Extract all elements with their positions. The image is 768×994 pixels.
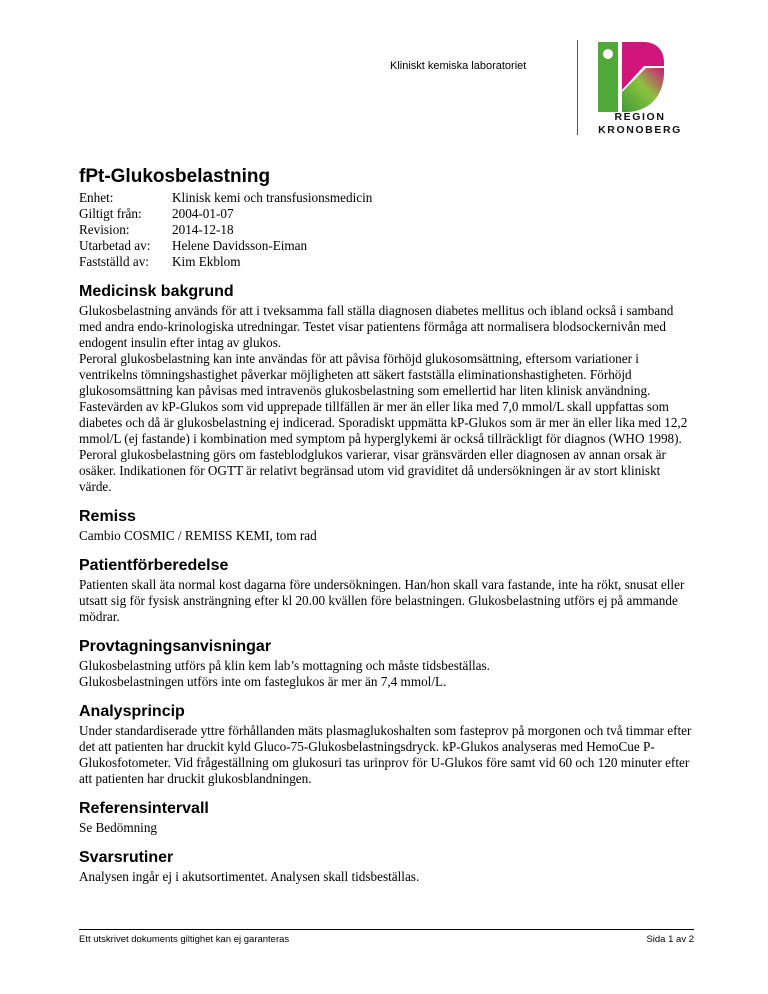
document-body <box>79 166 694 885</box>
meta-label: Revision: <box>79 222 130 237</box>
logo-text-kronoberg: KRONOBERG <box>598 123 682 136</box>
section-paragraph: Peroral glukosbelastning görs om fasteblodglukos varierar, visar gränsvärden eller diagnosen av annan orsak är osäker. Indikationen för OGTT är relativt begränsad utom vid graviditet då undersökningen är av stort kliniskt värde. <box>79 447 666 494</box>
meta-value: 2014-12-18 <box>172 222 234 237</box>
section-heading-referensintervall: Referensintervall <box>79 800 209 817</box>
document-meta <box>79 190 694 270</box>
section-paragraph: Glukosbelastningen utförs inte om fasteglukos är mer än 7,4 mmol/L. <box>79 674 447 689</box>
meta-value: Klinisk kemi och transfusionsmedicin <box>172 190 373 205</box>
section-paragraph: Glukosbelastning används för att i tveksamma fall ställa diagnosen diabetes mellitus och ibland också i samband med andra endo-krinologiska utredningar. Testet visar patientens förmåga att normalisera blodsockernivån med endogent insulin efter intag av glukos. <box>79 303 674 350</box>
section-heading-provtagningsanvisningar: Provtagningsanvisningar <box>79 638 272 655</box>
section-paragraph: Peroral glukosbelastning kan inte användas för att påvisa förhöjd glukosomsättning, eftersom variationer i ventrikelns tömningshastighet påverkar möjligheten att säkert fastställa eliminationshastigheten. Förhöjd glukosomsättning kan påvisas med intravenös glukosbelastning som emellertid har liten klinisk användning. <box>79 351 651 398</box>
section-paragraph: Analysen ingår ej i akutsortimentet. Analysen skall tidsbeställas. <box>79 869 420 884</box>
section-heading-analysprincip: Analysprincip <box>79 703 185 720</box>
meta-value: 2004-01-07 <box>172 206 234 221</box>
header-divider <box>577 40 578 135</box>
section-heading-remiss: Remiss <box>79 508 136 525</box>
logo-text <box>590 111 690 136</box>
meta-row <box>79 254 694 270</box>
meta-label: Utarbetad av: <box>79 238 151 253</box>
section-paragraph: Patienten skall äta normal kost dagarna före undersökningen. Han/hon skall vara fastande, inte ha rökt, snusat eller utsatt sig för fysisk ansträngning efter kl 20.00 kvällen före belastningen. Glukosbelastning utförs ej på ammande mödrar. <box>79 577 685 624</box>
section-heading-patientforberedelse: Patientförberedelse <box>79 557 229 574</box>
meta-label: Enhet: <box>79 190 114 205</box>
meta-row <box>79 206 694 222</box>
section-paragraph: Se Bedömning <box>79 820 158 835</box>
region-kronoberg-logo <box>596 42 666 112</box>
meta-label: Giltigt från: <box>79 206 142 221</box>
meta-row <box>79 190 694 206</box>
section-paragraph: Cambio COSMIC / REMISS KEMI, tom rad <box>79 528 317 543</box>
footer-disclaimer: Ett utskrivet dokuments giltighet kan ej garanteras <box>79 934 290 945</box>
footer-divider <box>79 929 694 930</box>
meta-label: Fastställd av: <box>79 254 149 269</box>
section-heading-svarsrutiner: Svarsrutiner <box>79 849 174 866</box>
logo-text-region: REGION <box>614 111 666 123</box>
meta-row <box>79 222 694 238</box>
document-title: fPt-Glukosbelastning <box>79 166 271 187</box>
meta-value: Kim Ekblom <box>172 254 241 269</box>
page-number: Sida 1 av 2 <box>646 934 694 945</box>
section-paragraph: Under standardiserade yttre förhållanden mäts plasmaglukoshalten som fasteprov på morgonen och två timmar efter det att patienten har druckit kyld Gluco-75-Glukosbelastningsdryck. kP-Glukos analyseras med HemoCue P-Glukosfotometer. Vid frågeställning om glukosuri tas urinprov för U-Glukos före samt vid 60 och 120 minuter efter att patienten har druckit glukosblandningen. <box>79 723 692 786</box>
meta-value: Helene Davidsson-Eiman <box>172 238 308 253</box>
section-heading-medicinsk-bakgrund: Medicinsk bakgrund <box>79 283 234 300</box>
meta-row <box>79 238 694 254</box>
lab-name: Kliniskt kemiska laboratoriet <box>390 60 527 72</box>
section-paragraph: Fastevärden av kP-Glukos som vid upprepade tillfällen är mer än eller lika med 7,0 mmol/L skall uppfattas som diabetes och då är glukosbelastning ej indicerad. Sporadiskt uppmätta kP-Glukos som är mer än eller lika med 12,2 mmol/L (ej fastande) i kombination med symptom på hyperglykemi är också tillräckligt för diagnos (WHO 1998). <box>79 399 688 446</box>
section-paragraph: Glukosbelastning utförs på klin kem lab’s mottagning och måste tidsbeställas. <box>79 658 490 673</box>
